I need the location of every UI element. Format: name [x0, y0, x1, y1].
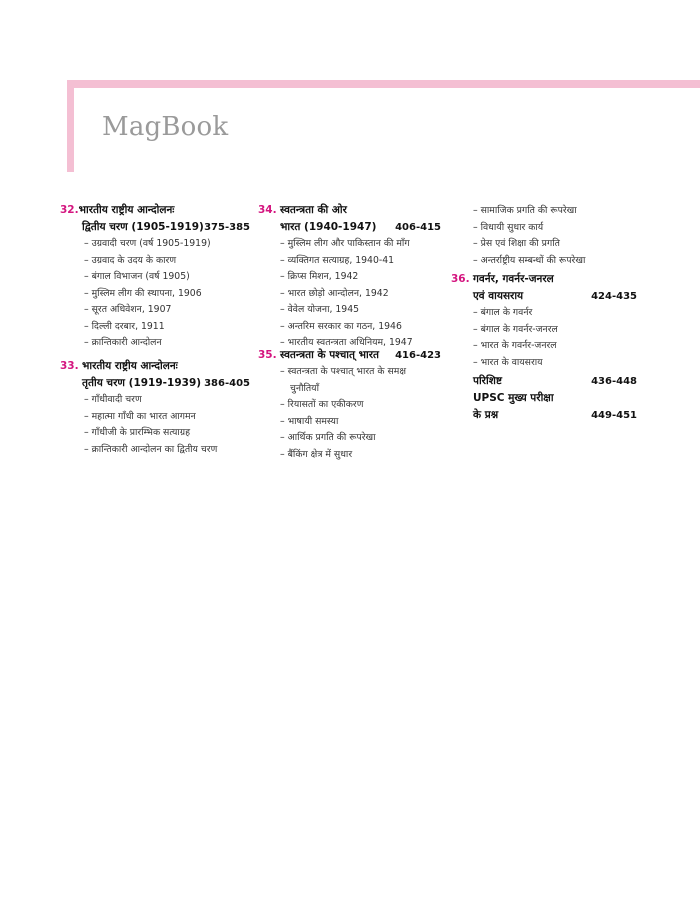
page-range: 386-405 — [204, 378, 250, 389]
page-range: 436-448 — [591, 376, 637, 387]
list-item: – बंगाल के गवर्नर-जनरल — [473, 322, 637, 339]
appendix-entry — [473, 373, 637, 390]
list-item: – आर्थिक प्रगति की रूपरेखा — [280, 430, 441, 447]
appendix-title: परिशिष्ट — [473, 375, 502, 387]
list-item: – सामाजिक प्रगति की रूपरेखा — [473, 203, 663, 220]
section-35-continued — [473, 203, 663, 269]
topic-list — [60, 236, 250, 352]
list-item: – भाषायी समस्या — [280, 414, 441, 431]
section-35 — [258, 347, 441, 463]
section-number: 35. — [258, 349, 277, 361]
list-item: – सूरत अधिवेशन, 1907 — [84, 302, 250, 319]
section-number: 32. — [60, 204, 79, 216]
list-item: – दिल्ली दरबार, 1911 — [84, 319, 250, 336]
section-number: 33. — [60, 360, 79, 372]
topic-list — [473, 203, 663, 269]
section-34 — [258, 202, 441, 352]
topic-list — [258, 364, 441, 463]
list-item: – क्रिप्स मिशन, 1942 — [280, 269, 441, 286]
list-item: – विधायी सुधार कार्य — [473, 220, 663, 237]
list-item: – भारतीय स्वतन्त्रता अधिनियम, 1947 — [280, 335, 441, 352]
list-item: – अन्तरिम सरकार का गठन, 1946 — [280, 319, 441, 336]
upsc-title-line1: UPSC मुख्य परीक्षा — [473, 392, 554, 404]
list-item: – भारत छोड़ो आन्दोलन, 1942 — [280, 286, 441, 303]
list-item: – क्रान्तिकारी आन्दोलन — [84, 335, 250, 352]
section-subtitle: द्वितीय चरण (1905-1919) — [82, 221, 204, 233]
page-range: 424-435 — [591, 291, 637, 302]
section-title: भारतीय राष्ट्रीय आन्दोलनः — [82, 360, 178, 372]
list-item: – क्रान्तिकारी आन्दोलन का द्वितीय चरण — [84, 442, 250, 459]
list-item: – बंगाल के गवर्नर — [473, 305, 637, 322]
list-item: – रियासतों का एकीकरण — [280, 397, 441, 414]
section-36 — [451, 271, 637, 371]
list-item: – मुस्लिम लीग और पाकिस्तान की माँग — [280, 236, 441, 253]
section-33 — [60, 358, 250, 458]
brand-logo: MagBook — [102, 112, 229, 142]
page-range: 416-423 — [395, 350, 441, 361]
section-title: स्वतन्त्रता की ओर — [280, 204, 347, 216]
list-item: – गाँधीजी के प्रारम्भिक सत्याग्रह — [84, 425, 250, 442]
list-item: – वेवेल योजना, 1945 — [280, 302, 441, 319]
list-item: – गाँधीवादी चरण — [84, 392, 250, 409]
section-number: 36. — [451, 273, 470, 285]
topic-list — [258, 236, 441, 352]
list-item: – स्वतन्त्रता के पश्चात् भारत के समक्ष — [280, 364, 441, 381]
section-32 — [60, 202, 250, 352]
section-subtitle: एवं वायसराय — [473, 290, 524, 302]
topic-list — [60, 392, 250, 458]
list-item: – महात्मा गाँधी का भारत आगमन — [84, 409, 250, 426]
section-title: भारतीय राष्ट्रीय आन्दोलनः — [78, 204, 175, 216]
list-item: – बंगाल विभाजन (वर्ष 1905) — [84, 269, 250, 286]
list-item: – अन्तर्राष्ट्रीय सम्बन्धों की रूपरेखा — [473, 253, 663, 270]
section-title: गवर्नर, गवर्नर-जनरल — [473, 273, 554, 285]
list-item: – उग्रवादी चरण (वर्ष 1905-1919) — [84, 236, 250, 253]
upsc-entry — [473, 390, 637, 424]
upsc-title-line2: के प्रश्न — [473, 409, 499, 421]
list-item: – भारत के वायसराय — [473, 355, 637, 372]
section-title: स्वतन्त्रता के पश्चात् भारत — [280, 349, 380, 361]
page-range: 406-415 — [395, 222, 441, 233]
page-range: 375-385 — [204, 222, 250, 233]
section-subtitle: भारत (1940-1947) — [280, 221, 377, 233]
list-item: – भारत के गवर्नर-जनरल — [473, 338, 637, 355]
list-item: – व्यक्तिगत सत्याग्रह, 1940-41 — [280, 253, 441, 270]
list-item-continuation: चुनौतियाँ — [290, 382, 319, 394]
list-item: – बैंकिंग क्षेत्र में सुधार — [280, 447, 441, 464]
section-number: 34. — [258, 204, 277, 216]
list-item: – प्रेस एवं शिक्षा की प्रगति — [473, 236, 663, 253]
pink-side-bar — [67, 80, 74, 172]
page-range: 449-451 — [591, 410, 637, 421]
list-item: – मुस्लिम लीग की स्थापना, 1906 — [84, 286, 250, 303]
topic-list — [451, 305, 637, 371]
list-item: – उग्रवाद के उदय के कारण — [84, 253, 250, 270]
pink-header-bar — [67, 80, 700, 88]
section-subtitle: तृतीय चरण (1919-1939) — [82, 377, 202, 389]
